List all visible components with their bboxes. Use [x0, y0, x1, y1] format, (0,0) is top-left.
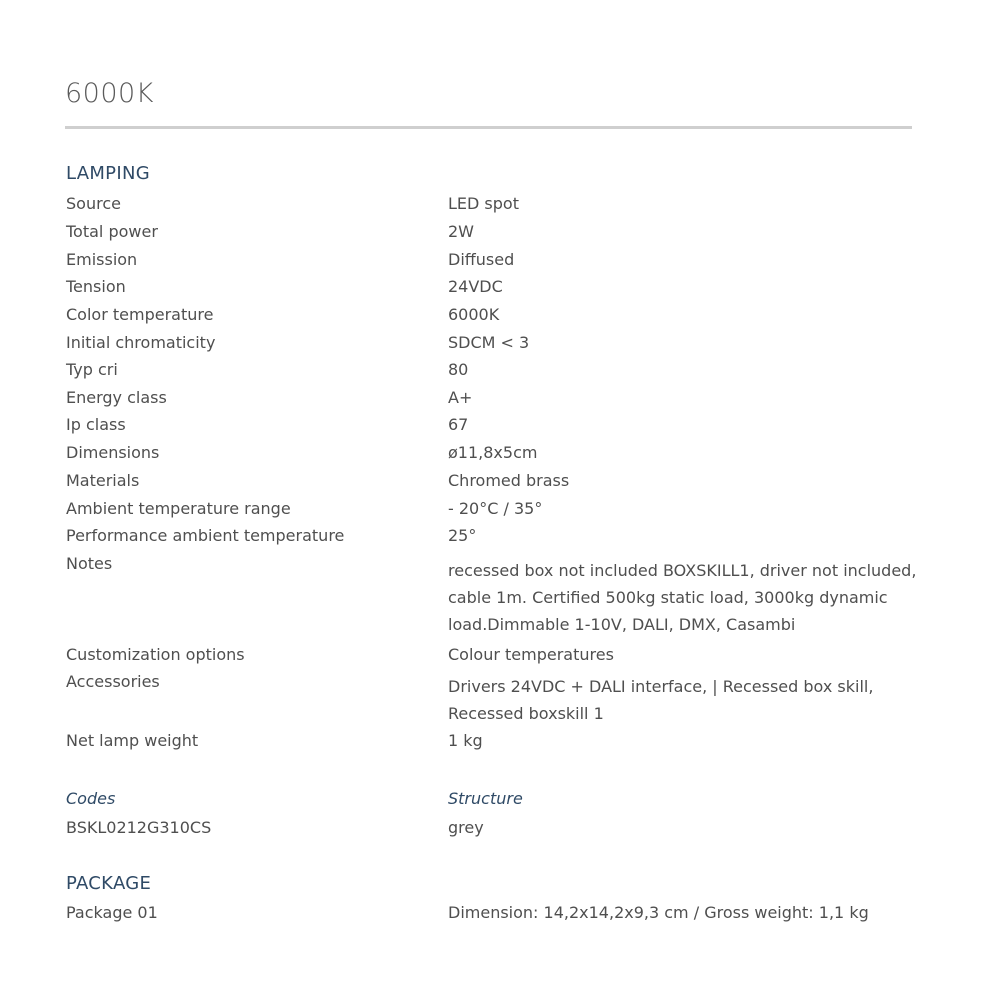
structure-value: grey	[448, 818, 484, 837]
spec-value: 25°	[448, 526, 477, 545]
spec-label: Net lamp weight	[66, 731, 199, 750]
spec-label: Initial chromaticity	[66, 333, 216, 352]
product-code: BSKL0212G310CS	[66, 818, 212, 837]
spec-label: Typ cri	[66, 360, 118, 379]
spec-value: - 20°C / 35°	[448, 499, 543, 518]
lamping-heading: LAMPING	[66, 163, 150, 184]
spec-label: Performance ambient temperature	[66, 526, 345, 545]
spec-value: 80	[448, 360, 469, 379]
spec-value: SDCM < 3	[448, 333, 530, 352]
spec-value: ø11,8x5cm	[448, 443, 538, 462]
spec-value: 1 kg	[448, 731, 483, 750]
spec-label: Accessories	[66, 672, 160, 691]
spec-label: Customization options	[66, 645, 245, 664]
spec-value: 6000K	[448, 305, 500, 324]
spec-value: recessed box not included BOXSKILL1, driver not included, cable 1m. Certified 500kg static load, 3000kg dynamic load.Dimmable 1-10V, DALI, DMX, Casambi	[448, 561, 917, 634]
spec-value: 24VDC	[448, 277, 503, 296]
spec-label: Tension	[66, 277, 126, 296]
package-label: Package 01	[66, 903, 158, 922]
codes-heading: Codes	[66, 789, 116, 808]
title-divider	[65, 126, 912, 129]
spec-value: 2W	[448, 222, 474, 241]
spec-label: Notes	[66, 554, 113, 573]
spec-label: Ip class	[66, 415, 126, 434]
spec-value: Drivers 24VDC + DALI interface, | Recessed box skill, Recessed boxskill 1	[448, 677, 874, 723]
spec-value: A+	[448, 388, 473, 407]
spec-label: Total power	[66, 222, 158, 241]
spec-label: Emission	[66, 250, 138, 269]
spec-label: Color temperature	[66, 305, 214, 324]
spec-label: Materials	[66, 471, 140, 490]
spec-value: Chromed brass	[448, 471, 570, 490]
spec-label: Energy class	[66, 388, 167, 407]
spec-label: Source	[66, 194, 121, 213]
package-value: Dimension: 14,2x14,2x9,3 cm / Gross weight: 1,1 kg	[448, 903, 869, 922]
spec-value: Diffused	[448, 250, 515, 269]
spec-value: LED spot	[448, 194, 519, 213]
structure-heading: Structure	[448, 789, 523, 808]
spec-label: Dimensions	[66, 443, 160, 462]
package-heading: PACKAGE	[66, 873, 152, 894]
spec-label: Ambient temperature range	[66, 499, 291, 518]
page-title: 6000K	[65, 78, 154, 109]
spec-value: 67	[448, 415, 469, 434]
spec-value: Colour temperatures	[448, 645, 614, 664]
